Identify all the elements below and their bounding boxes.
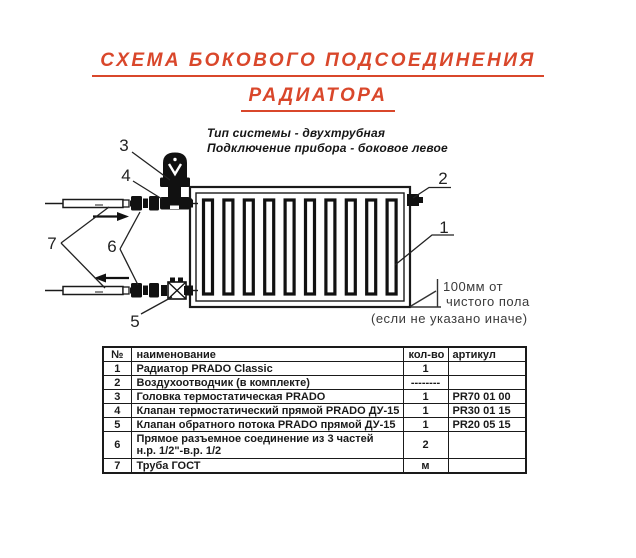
return-pipe bbox=[45, 287, 134, 295]
radiator-diagram bbox=[0, 130, 636, 345]
row5-num: 5 bbox=[103, 418, 131, 432]
callout-2: 2 bbox=[438, 169, 448, 188]
header-article: артикул bbox=[448, 347, 526, 362]
row5-name: Клапан обратного потока PRADO прямой ДУ-15 bbox=[131, 418, 403, 432]
parts-table-header bbox=[103, 347, 526, 362]
air-vent-icon bbox=[407, 194, 423, 206]
row7-num: 7 bbox=[103, 459, 131, 474]
connection-type-label: Подключение прибора - боковое левое bbox=[207, 141, 448, 155]
row5-article: PR20 05 15 bbox=[448, 418, 526, 432]
table-row bbox=[103, 459, 526, 474]
row3-num: 3 bbox=[103, 390, 131, 404]
title-line-1 bbox=[0, 50, 636, 77]
thermostatic-head-icon bbox=[160, 153, 190, 188]
page-title bbox=[0, 50, 636, 120]
row4-article: PR30 01 15 bbox=[448, 404, 526, 418]
row7-qty: м bbox=[403, 459, 448, 474]
row2-num: 2 bbox=[103, 376, 131, 390]
callout-5: 5 bbox=[130, 312, 140, 331]
callout-6: 6 bbox=[107, 237, 117, 256]
row7-article bbox=[448, 459, 526, 474]
header-num: № bbox=[103, 347, 131, 362]
header-name: наименование bbox=[131, 347, 403, 362]
header-qty: кол-во bbox=[403, 347, 448, 362]
callout-3: 3 bbox=[119, 136, 129, 155]
row6-name bbox=[131, 432, 403, 459]
row2-qty: -------- bbox=[403, 376, 448, 390]
supply-pipe bbox=[45, 200, 134, 208]
row3-qty: 1 bbox=[403, 390, 448, 404]
row4-num: 4 bbox=[103, 404, 131, 418]
radiator-body bbox=[190, 187, 410, 307]
callout-1: 1 bbox=[439, 218, 449, 237]
row6-article bbox=[448, 432, 526, 459]
row1-qty: 1 bbox=[403, 362, 448, 376]
table-row bbox=[103, 418, 526, 432]
table-row bbox=[103, 390, 526, 404]
row6-name-line2: н.р. 1/2"-в.р. 1/2 bbox=[136, 445, 222, 457]
row1-article bbox=[448, 362, 526, 376]
table-row bbox=[103, 376, 526, 390]
title-text-1: СХЕМА БОКОВОГО ПОДСОЕДИНЕНИЯ bbox=[92, 50, 543, 77]
row1-num: 1 bbox=[103, 362, 131, 376]
row3-name: Головка термостатическая PRADO bbox=[131, 390, 403, 404]
return-flow-arrow bbox=[94, 274, 129, 283]
row2-name: Воздухоотводчик (в комплекте) bbox=[131, 376, 403, 390]
coupling-top-icon bbox=[131, 196, 159, 211]
table-row bbox=[103, 432, 526, 459]
row4-qty: 1 bbox=[403, 404, 448, 418]
row3-article: PR70 01 00 bbox=[448, 390, 526, 404]
callout-4: 4 bbox=[121, 166, 131, 185]
supply-flow-arrow bbox=[93, 212, 129, 221]
row2-article bbox=[448, 376, 526, 390]
coupling-bottom-icon bbox=[131, 283, 159, 298]
row7-name: Труба ГОСТ bbox=[131, 459, 403, 474]
row4-name: Клапан термостатический прямой PRADO ДУ-15 bbox=[131, 404, 403, 418]
row6-name-line1: Прямое разъемное соединение из 3 частей bbox=[136, 433, 374, 445]
floor-note-line-3: (если не указано иначе) bbox=[371, 311, 528, 326]
title-text-2: РАДИАТОРА bbox=[241, 85, 396, 112]
row1-name: Радиатор PRADO Classic bbox=[131, 362, 403, 376]
row6-num: 6 bbox=[103, 432, 131, 459]
table-row bbox=[103, 404, 526, 418]
floor-note-line-2: чистого пола bbox=[446, 294, 530, 309]
table-row bbox=[103, 362, 526, 376]
parts-table bbox=[102, 346, 527, 474]
title-line-2 bbox=[0, 85, 636, 112]
row5-qty: 1 bbox=[403, 418, 448, 432]
floor-note-line-1: 100мм от bbox=[443, 279, 504, 294]
row6-qty: 2 bbox=[403, 432, 448, 459]
system-type-label: Тип системы - двухтрубная bbox=[207, 126, 386, 140]
floor-reference bbox=[410, 279, 441, 307]
callout-7: 7 bbox=[47, 234, 57, 253]
